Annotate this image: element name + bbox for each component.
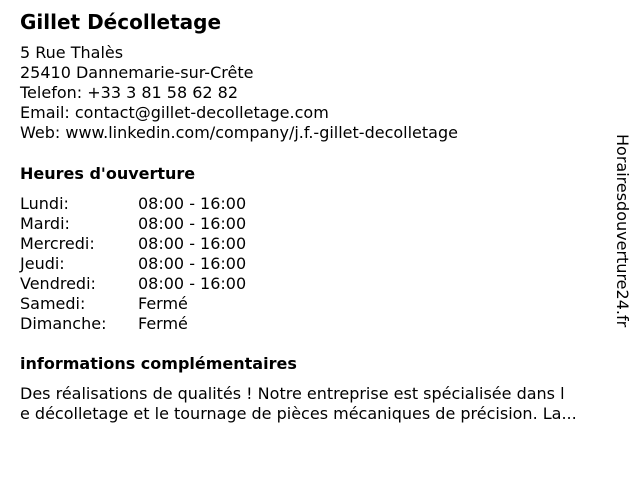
description (20, 384, 624, 424)
description-line: e décolletage et le tournage de pièces mécaniques de précision. La... (20, 404, 577, 423)
info-heading: informations complémentaires (20, 354, 297, 373)
day-label: Lundi: (20, 194, 69, 213)
time-value: Fermé (138, 294, 188, 313)
description-line: Des réalisations de qualités ! Notre entreprise est spécialisée dans l (20, 384, 565, 403)
time-value: 08:00 - 16:00 (138, 214, 247, 233)
hours-heading: Heures d'ouverture (20, 164, 196, 183)
day-label: Vendredi: (20, 274, 96, 293)
day-label: Jeudi: (20, 254, 65, 273)
contact-block (20, 43, 458, 143)
day-label: Samedi: (20, 294, 86, 313)
time-value: 08:00 - 16:00 (138, 274, 247, 293)
site-watermark: Horairesdouverture24.fr (613, 134, 632, 328)
day-label: Mardi: (20, 214, 70, 233)
email-text: Email: contact@gillet-decolletage.com (20, 103, 329, 122)
day-label: Mercredi: (20, 234, 95, 253)
address-city: 25410 Dannemarie-sur-Crête (20, 63, 254, 82)
time-value: 08:00 - 16:00 (138, 194, 247, 213)
time-value: Fermé (138, 314, 188, 333)
address-street: 5 Rue Thalès (20, 43, 124, 62)
web-text: Web: www.linkedin.com/company/j.f.-gillet-decolletage (20, 123, 458, 142)
time-value: 08:00 - 16:00 (138, 254, 247, 273)
time-value: 08:00 - 16:00 (138, 234, 247, 253)
business-name: Gillet Décolletage (20, 10, 222, 34)
day-label: Dimanche: (20, 314, 107, 333)
phone-text: Telefon: +33 3 81 58 62 82 (20, 83, 239, 102)
